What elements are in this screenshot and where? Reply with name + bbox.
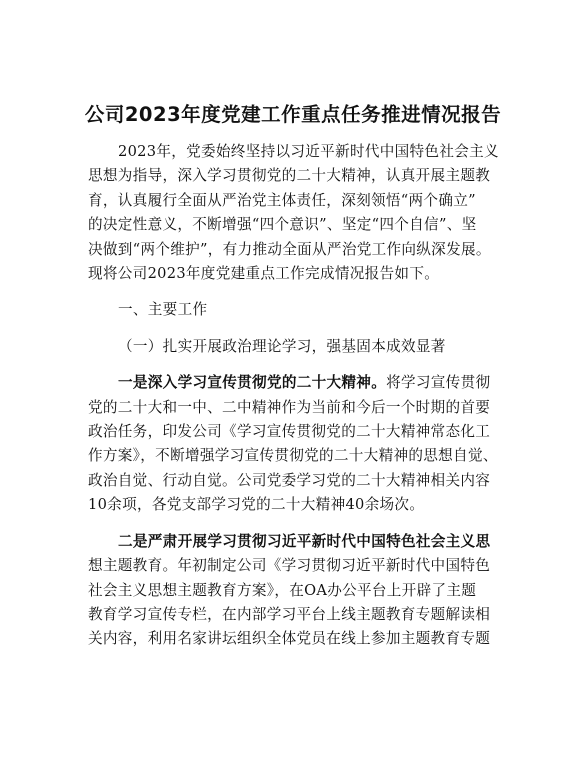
para2-line-1: [88, 530, 498, 554]
intro-line-6: 现将公司2023年度党建重点工作完成情况报告如下。: [88, 265, 440, 283]
spacer: [88, 518, 498, 530]
para2-line-2: 想主题教育。年初制定公司《学习贯彻习近平新时代中国特色: [88, 557, 491, 575]
para2-line-3: 社会主义思想主题教育方案》，在OA办公平台上开辟了主题: [88, 581, 477, 599]
para1-line-3: 政治任务，印发公司《学习宣传贯彻党的二十大精神常态化工: [88, 423, 491, 441]
intro-paragraph: [88, 140, 498, 286]
intro-line-1: 2023年，党委始终坚持以习近平新时代中国特色社会主义: [118, 143, 499, 160]
document-body: [88, 140, 498, 652]
paragraph-two: [88, 530, 498, 652]
para1-line-5: 政治自觉、行动自觉。公司党委学习党的二十大精神相关内容: [88, 471, 491, 489]
intro-line-2: 思想为指导，深入学习贯彻党的二十大精神，认真开展主题教: [88, 167, 491, 185]
spacer: [88, 359, 498, 371]
subsection-1-heading: （一）扎实开展政治理论学习，强基固本成效显著: [118, 337, 446, 355]
spacer: [88, 286, 498, 298]
intro-line-5: 决做到“两个维护”，有力推动全面从严治党工作向纵深发展。: [88, 240, 491, 258]
para1-line-4: 作方案》，不断增强学习宣传贯彻党的二十大精神的思想自觉、: [88, 447, 498, 465]
intro-line-4: 的决定性意义，不断增强“四个意识”、坚定“四个自信”、坚: [88, 216, 477, 234]
intro-line-3: 育，认真履行全面从严治党主体责任，深刻领悟“两个确立”: [88, 191, 476, 209]
spacer: [88, 323, 498, 335]
para2-line-5: 关内容，利用名家讲坛组织全体党员在线上参加主题教育专题: [88, 630, 491, 648]
para2-line-4: 教育学习宣传专栏，在内部学习平台上线主题教育专题解读相: [88, 605, 491, 623]
section-heading: [88, 298, 498, 322]
document-title: 公司2023年度党建工作重点任务推进情况报告: [84, 103, 502, 126]
para1-line-6: 10余项，各党支部学习党的二十大精神40余场次。: [88, 496, 425, 514]
paragraph-one: [88, 371, 498, 517]
para1-line-1: [88, 371, 498, 395]
subsection-heading: [88, 335, 498, 359]
para1-line-1-rest: 将学习宣传贯彻: [386, 374, 491, 392]
section-1-heading: 一、主要工作: [118, 301, 208, 319]
para1-lead: 一是深入学习宣传贯彻党的二十大精神。: [118, 374, 387, 392]
para1-line-2: 党的二十大和一中、二中精神作为当前和今后一个时期的首要: [88, 398, 491, 416]
para2-lead: 二是严肃开展学习贯彻习近平新时代中国特色社会主义思: [118, 532, 491, 550]
